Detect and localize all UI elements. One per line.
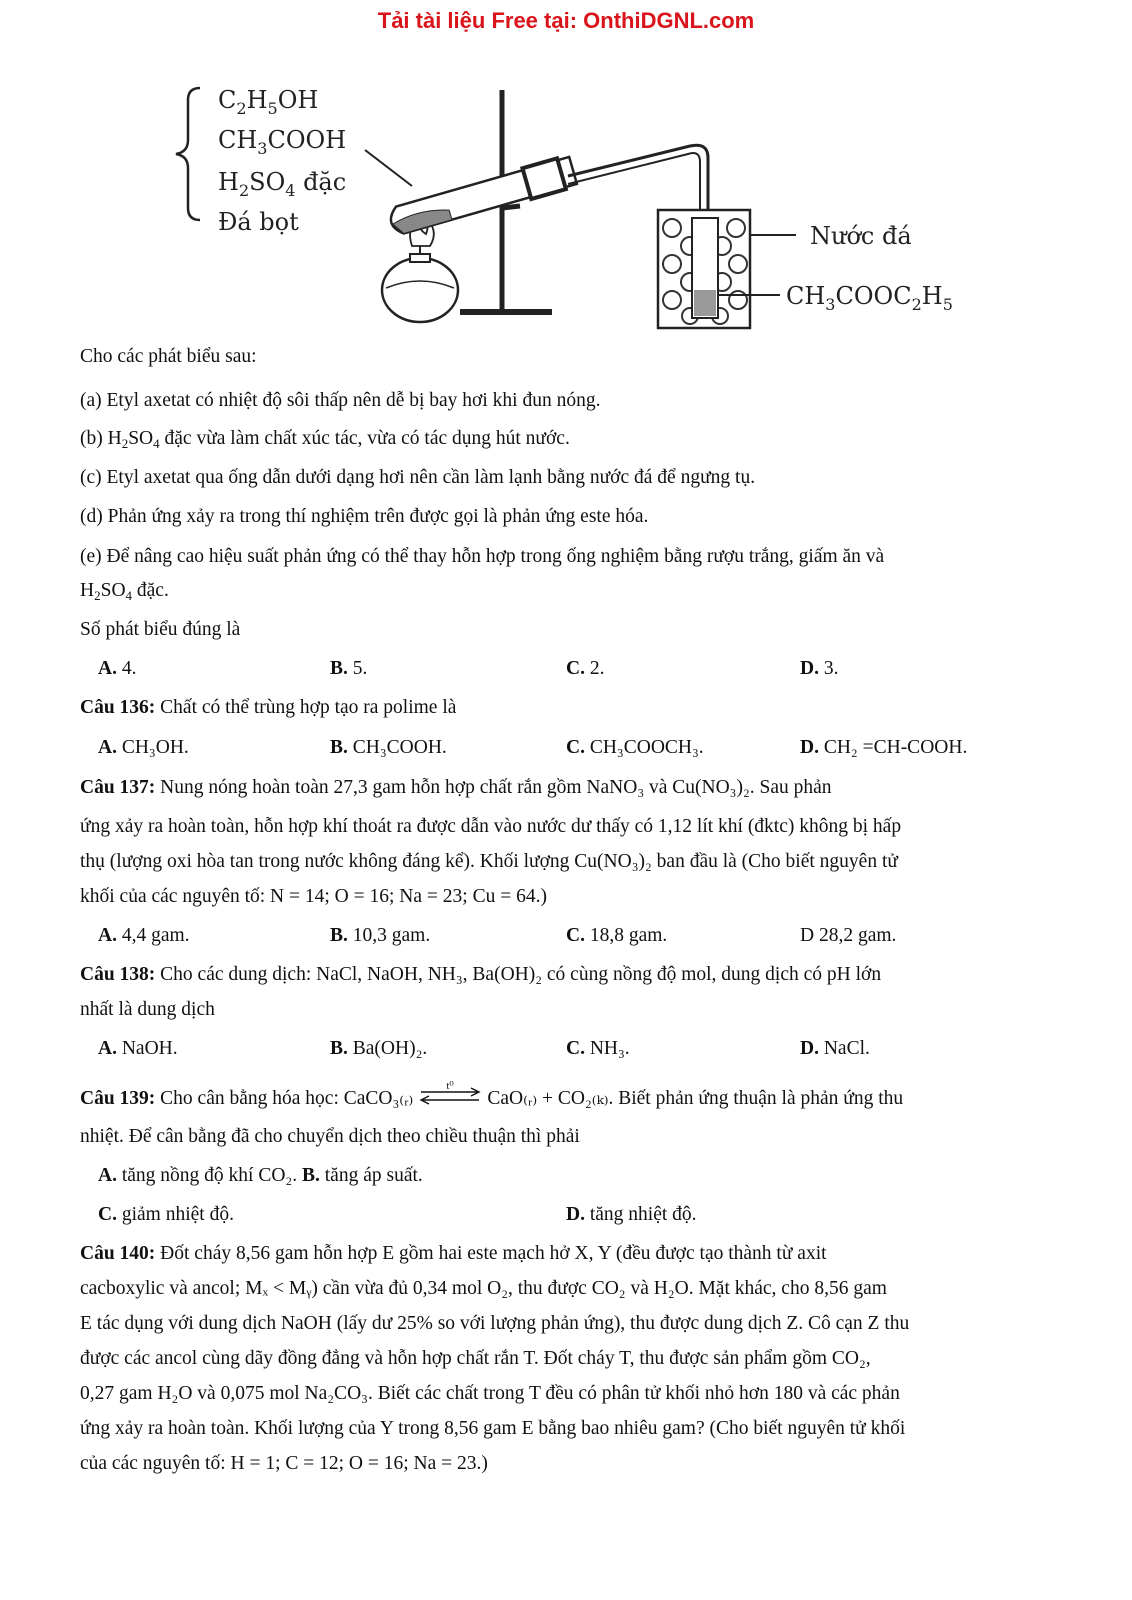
statement-e-line2: $H_2SO_4$ đặc. [80,580,169,603]
statements-intro: Cho các phát biểu sau: [80,346,257,367]
ethyl-acetate-label: $CH_3COOC_2H_5$ [786,282,953,314]
q139-line1: Câu 139: Cho cân bằng hóa học: CaCO₃₍ᵣ₎ t⁰ CaO₍ᵣ₎ + CO₂₍ₖ₎. Biết phản ứng thuận là phản ứng thu [80,1080,904,1109]
q140-line6: ứng xảy ra hoàn toàn. Khối lượng của Y trong 8,56 gam E bằng bao nhiêu gam? (Cho biết nguyên tử khối [80,1418,906,1439]
statement-b: (b) $H_2SO_4$ đặc vừa làm chất xúc tác, vừa có tác dụng hút nước. [80,428,570,451]
q140-line4: được các ancol cùng dãy đồng đẳng và hỗn hợp chất rắn T. Đốt cháy T, thu được sản phẩm gồm CO₂, [80,1348,871,1369]
q135-option-d[interactable]: D. 3. [800,658,839,679]
q137-line2: ứng xảy ra hoàn toàn, hỗn hợp khí thoát ra được dẫn vào nước dư thấy có 1,12 lít khí (đktc) không bị hấp [80,816,902,837]
q138-line2: nhất là dung dịch [80,999,215,1020]
q136-option-c[interactable]: C. CH₃COOCH₃. [566,737,704,758]
q137-line3: thụ (lượng oxi hòa tan trong nước không đáng kể). Khối lượng Cu(NO₃)₂ ban đầu là (Cho biết nguyên tử [80,851,898,872]
q136-option-d[interactable]: D. CH₂ =CH-COOH. [800,737,968,758]
q137-option-c[interactable]: C. 18,8 gam. [566,925,668,946]
q137-line1: Câu 137: Nung nóng hoàn toàn 27,3 gam hỗn hợp chất rắn gồm NaNO₃ và Cu(NO₃)₂. Sau phản [80,777,832,798]
alcohol-burner [382,214,458,322]
q136-option-a[interactable]: A. CH₃OH. [98,737,189,758]
ice-beaker [658,210,750,328]
q135-option-b[interactable]: B. 5. [330,658,368,679]
q136-stem: Câu 136: Chất có thể trùng hợp tạo ra polime là [80,697,457,718]
q139-option-d[interactable]: D. tăng nhiệt độ. [566,1204,697,1225]
reagent-ethanol: $C_2H_5OH$ [218,86,319,118]
q138-option-d[interactable]: D. NaCl. [800,1038,870,1059]
q139-option-a[interactable]: A. tăng nồng độ khí CO₂. B. tăng áp suất. [98,1165,423,1186]
q139-option-b[interactable]: B. [301,1165,320,1186]
statement-c: (c) Etyl axetat qua ống dẫn dưới dạng hơi nên cần làm lạnh bằng nước đá để ngưng tụ. [80,467,756,488]
q138-option-b[interactable]: B. Ba(OH)₂. [330,1038,428,1059]
q137-option-b[interactable]: B. 10,3 gam. [330,925,431,946]
q135-stem: Số phát biểu đúng là [80,619,241,640]
q140-line2: cacboxylic và ancol; Mₓ < Mᵧ) cần vừa đủ 0,34 mol O₂, thu được CO₂ và H₂O. Mặt khác, cho 8,56 gam [80,1278,887,1299]
statement-d: (d) Phản ứng xảy ra trong thí nghiệm trên được gọi là phản ứng este hóa. [80,506,649,527]
download-banner[interactable]: Tải tài liệu Free tại: OnthiDGNL.com [377,8,755,33]
q137-option-d[interactable]: D 28,2 gam. [800,925,897,946]
esterification-apparatus-figure [160,78,980,340]
q140-line5: 0,27 gam H₂O và 0,075 mol Na₂CO₃. Biết các chất trong T đều có phân tử khối nhỏ hơn 180 và các phản [80,1383,900,1404]
brace-icon [176,88,200,220]
test-tube [386,153,578,240]
ice-water-label: Nước đá [810,222,912,250]
q139-option-c[interactable]: C. giảm nhiệt độ. [98,1204,234,1225]
apparatus-diagram [160,78,980,340]
statement-a: (a) Etyl axetat có nhiệt độ sôi thấp nên dễ bị bay hơi khi đun nóng. [80,390,601,411]
equilibrium-arrow-icon: t⁰ [419,1086,481,1106]
q138-option-c[interactable]: C. NH₃. [566,1038,630,1059]
q138-line1: Câu 138: Cho các dung dịch: NaCl, NaOH, NH₃, Ba(OH)₂ có cùng nồng độ mol, dung dịch có pH lớn [80,964,882,985]
q135-option-c[interactable]: C. 2. [566,658,605,679]
q140-line3: E tác dụng với dung dịch NaOH (lấy dư 25% so với lượng phản ứng), thu được dung dịch Z. Cô cạn Z thu [80,1313,910,1334]
q137-line4: khối của các nguyên tố: N = 14; O = 16; Na = 23; Cu = 64.) [80,886,547,907]
q140-line7: của các nguyên tố: H = 1; C = 12; O = 16; Na = 23.) [80,1453,488,1474]
q138-option-a[interactable]: A. NaOH. [98,1038,178,1059]
statement-e-line1: (e) Để nâng cao hiệu suất phản ứng có thể thay hỗn hợp trong ống nghiệm bằng rượu trắng, giấm ăn và [80,546,885,567]
q140-line1: Câu 140: Đốt cháy 8,56 gam hỗn hợp E gồm hai este mạch hở X, Y (đều được tạo thành từ axit [80,1243,827,1264]
q135-option-a[interactable]: A. 4. [98,658,137,679]
q137-option-a[interactable]: A. 4,4 gam. [98,925,190,946]
reagent-boiling-chips: Đá bọt [218,208,299,236]
reagent-sulfuric-acid: $H_2SO_4$ đặc [218,168,347,200]
reagent-acetic-acid: $CH_3COOH$ [218,126,347,158]
q139-line2: nhiệt. Để cân bằng đã cho chuyển dịch theo chiều thuận thì phải [80,1126,580,1147]
q136-option-b[interactable]: B. CH₃COOH. [330,737,447,758]
